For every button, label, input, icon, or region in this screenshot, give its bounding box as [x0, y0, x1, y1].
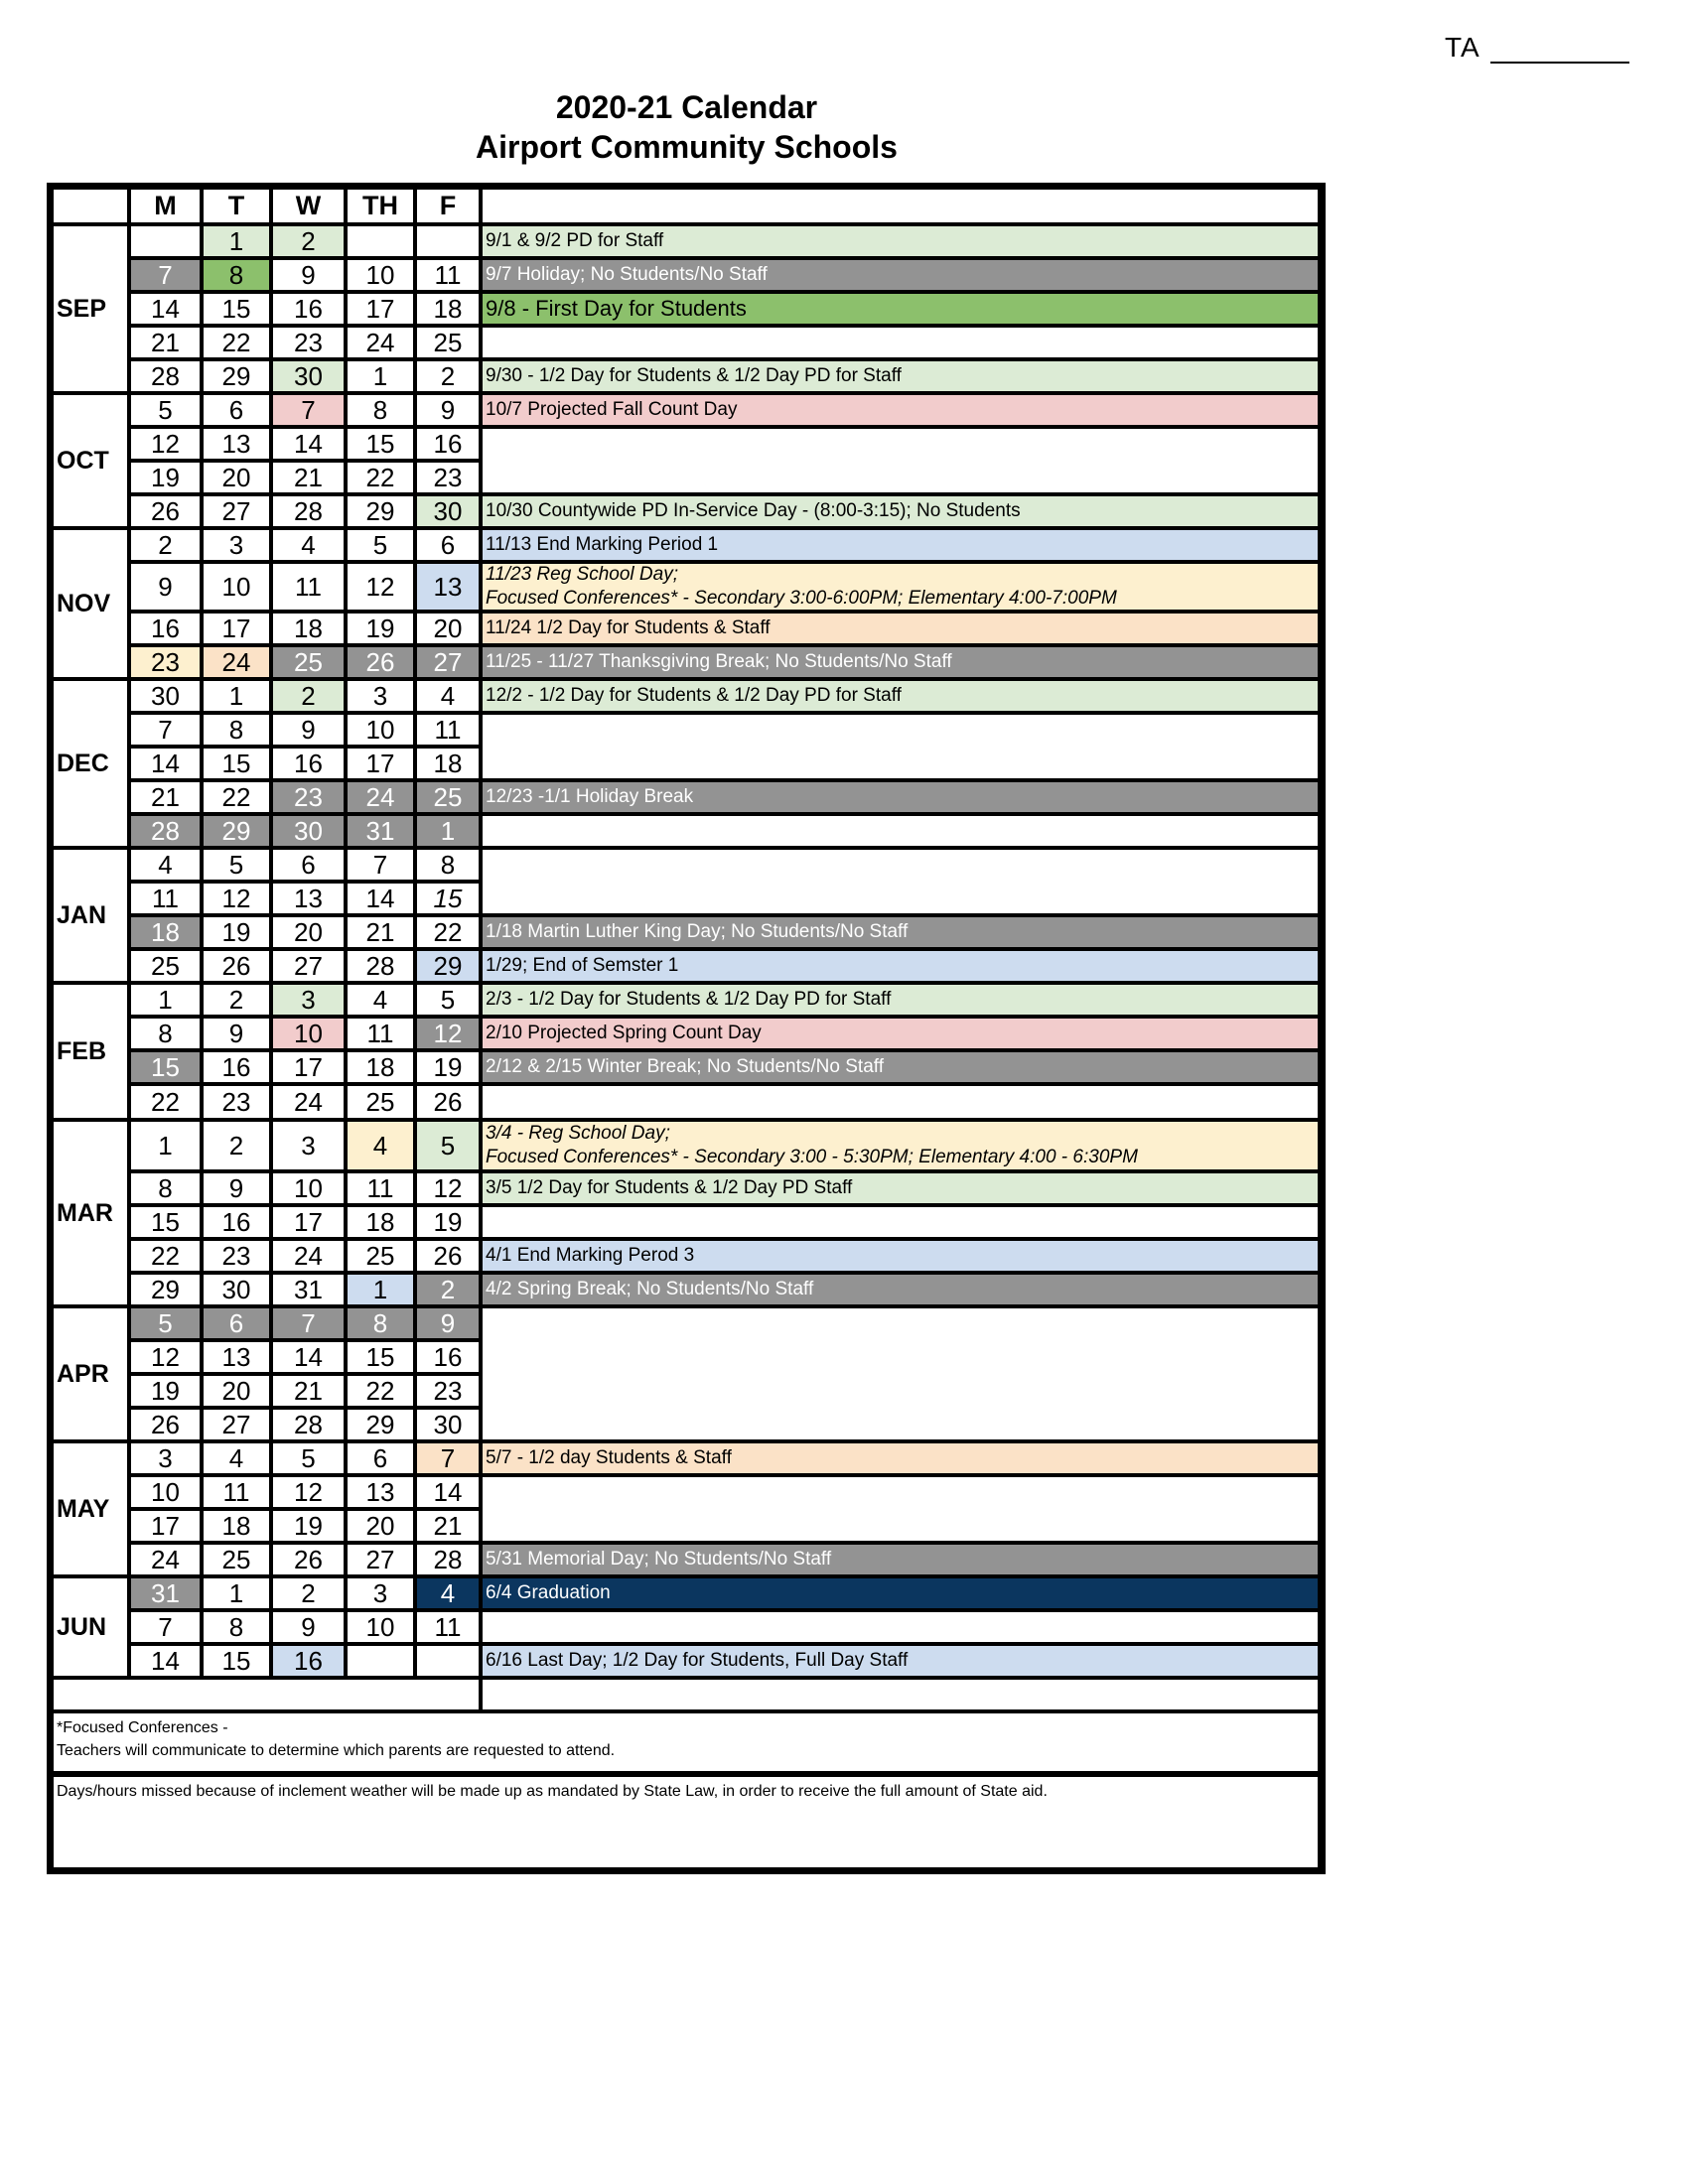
day-cell[interactable]: 21	[273, 1376, 344, 1406]
day-cell[interactable]: 3	[273, 1122, 344, 1169]
day-cell[interactable]: 28	[273, 496, 344, 526]
month-label-nov: NOV	[54, 530, 127, 677]
day-cell[interactable]: 16	[273, 294, 344, 324]
day-cell[interactable]: 15	[348, 1342, 413, 1372]
day-cell[interactable]: 30	[273, 816, 344, 846]
day-cell[interactable]: 10	[348, 260, 413, 290]
day-cell[interactable]: 23	[273, 328, 344, 357]
day-cell[interactable]: 27	[273, 951, 344, 981]
day-cell[interactable]: 6	[204, 395, 269, 425]
month-label-sep: SEP	[54, 226, 127, 391]
day-cell[interactable]: 28	[273, 1410, 344, 1439]
day-cell[interactable]: 23	[417, 1376, 479, 1406]
day-cell[interactable]: 16	[417, 1342, 479, 1372]
day-cell[interactable]: 21	[131, 328, 200, 357]
day-cell[interactable]: 8	[348, 1308, 413, 1338]
day-cell[interactable]: 30	[131, 681, 200, 711]
event-label: 11/25 - 11/27 Thanksgiving Break; No Students/No Staff	[483, 647, 1318, 677]
event-label: 6/4 Graduation	[483, 1578, 1318, 1608]
event-blank	[483, 429, 1318, 492]
day-cell[interactable]: 20	[417, 614, 479, 643]
day-cell[interactable]: 7	[273, 395, 344, 425]
day-cell[interactable]: 19	[204, 917, 269, 947]
day-cell[interactable]: 12	[417, 1173, 479, 1203]
day-cell[interactable]: 2	[204, 1122, 269, 1169]
day-cell[interactable]: 16	[131, 614, 200, 643]
day-cell[interactable]: 3	[273, 985, 344, 1015]
day-cell[interactable]: 1	[348, 1275, 413, 1304]
day-cell[interactable]: 4	[348, 985, 413, 1015]
day-cell[interactable]: 22	[131, 1086, 200, 1118]
day-cell[interactable]: 26	[204, 951, 269, 981]
day-cell[interactable]: 19	[131, 1376, 200, 1406]
day-cell[interactable]: 9	[204, 1019, 269, 1048]
day-cell[interactable]: 25	[348, 1241, 413, 1271]
day-cell[interactable]: 15	[204, 749, 269, 778]
event-label: 9/1 & 9/2 PD for Staff	[483, 226, 1318, 256]
day-cell[interactable]: 19	[417, 1207, 479, 1237]
day-cell[interactable]: 18	[417, 294, 479, 324]
day-cell[interactable]: 16	[417, 429, 479, 459]
day-cell[interactable]: 1	[204, 1578, 269, 1608]
day-cell[interactable]: 22	[348, 463, 413, 492]
day-cell[interactable]: 25	[131, 951, 200, 981]
event-text-line-2: Focused Conferences* - Secondary 3:00 - 5:30PM; Elementary 4:00 - 6:30PM	[486, 1147, 1138, 1167]
event-label	[483, 1122, 1318, 1169]
event-label: 4/2 Spring Break; No Students/No Staff	[483, 1275, 1318, 1304]
day-cell[interactable]: 8	[204, 1612, 269, 1642]
day-cell[interactable]: 10	[348, 1612, 413, 1642]
header-blank	[54, 190, 127, 222]
event-label: 1/18 Martin Luther King Day; No Students/No Staff	[483, 917, 1318, 947]
event-label: 5/31 Memorial Day; No Students/No Staff	[483, 1545, 1318, 1574]
day-cell[interactable]: 29	[204, 816, 269, 846]
day-cell[interactable]: 21	[348, 917, 413, 947]
day-cell[interactable]: 27	[204, 1410, 269, 1439]
day-cell[interactable]: 23	[417, 463, 479, 492]
day-cell[interactable]: 7	[348, 850, 413, 880]
day-cell[interactable]: 11	[417, 260, 479, 290]
day-cell[interactable]: 22	[204, 782, 269, 812]
day-cell[interactable]: 30	[417, 1410, 479, 1439]
day-cell[interactable]: 2	[417, 1275, 479, 1304]
day-cell[interactable]: 1	[131, 1122, 200, 1169]
day-cell[interactable]: 19	[273, 1511, 344, 1541]
day-cell[interactable]: 23	[204, 1241, 269, 1271]
event-label: 6/16 Last Day; 1/2 Day for Students, Full Day Staff	[483, 1646, 1318, 1676]
day-cell[interactable]: 5	[348, 530, 413, 560]
event-label: 9/8 - First Day for Students	[483, 294, 1318, 324]
day-cell[interactable]: 14	[131, 749, 200, 778]
day-cell[interactable]: 5	[417, 985, 479, 1015]
day-cell[interactable]: 5	[417, 1122, 479, 1169]
day-cell[interactable]: 6	[348, 1443, 413, 1473]
day-cell[interactable]: 25	[273, 647, 344, 677]
day-cell[interactable]: 23	[131, 647, 200, 677]
header-event-blank	[483, 190, 1318, 222]
day-cell[interactable]: 8	[131, 1019, 200, 1048]
day-cell[interactable]: 17	[204, 614, 269, 643]
day-cell[interactable]: 11	[204, 1477, 269, 1507]
event-label: 9/7 Holiday; No Students/No Staff	[483, 260, 1318, 290]
day-cell[interactable]: 18	[348, 1207, 413, 1237]
day-cell[interactable]: 17	[273, 1052, 344, 1082]
day-cell[interactable]: 15	[131, 1207, 200, 1237]
day-cell[interactable]: 11	[348, 1173, 413, 1203]
calendar-grid	[47, 183, 1326, 1874]
event-blank	[483, 1207, 1318, 1237]
day-cell[interactable]: 15	[348, 429, 413, 459]
day-cell[interactable]: 13	[204, 429, 269, 459]
day-header-f: F	[417, 190, 479, 222]
day-cell[interactable]: 4	[417, 1578, 479, 1608]
event-label	[483, 564, 1318, 610]
day-cell[interactable]: 7	[131, 1612, 200, 1642]
day-cell[interactable]: 20	[204, 463, 269, 492]
day-cell[interactable]: 3	[131, 1443, 200, 1473]
day-cell[interactable]: 11	[417, 1612, 479, 1642]
month-label-dec: DEC	[54, 681, 127, 846]
day-cell[interactable]: 9	[417, 1308, 479, 1338]
day-cell[interactable]: 17	[273, 1207, 344, 1237]
month-label-feb: FEB	[54, 985, 127, 1118]
day-cell[interactable]: 15	[131, 1052, 200, 1082]
day-cell[interactable]: 23	[273, 782, 344, 812]
day-cell[interactable]: 1	[348, 361, 413, 391]
day-header-w: W	[273, 190, 344, 222]
day-cell[interactable]: 13	[348, 1477, 413, 1507]
event-blank	[483, 1477, 1318, 1541]
event-label: 2/12 & 2/15 Winter Break; No Students/No Staff	[483, 1052, 1318, 1082]
day-cell[interactable]: 26	[131, 1410, 200, 1439]
day-cell[interactable]: 17	[348, 749, 413, 778]
month-label-jan: JAN	[54, 850, 127, 981]
calendar-title	[0, 87, 1373, 167]
day-cell[interactable]: 9	[273, 260, 344, 290]
ta-blank-line	[1490, 38, 1629, 64]
separator-blank-right	[483, 1680, 1318, 1709]
day-header-th: TH	[348, 190, 413, 222]
day-cell[interactable]: 9	[131, 564, 200, 610]
day-cell[interactable]: 3	[204, 530, 269, 560]
day-cell[interactable]: 17	[131, 1511, 200, 1541]
day-cell[interactable]: 2	[273, 226, 344, 256]
day-cell[interactable]: 13	[204, 1342, 269, 1372]
event-label: 11/24 1/2 Day for Students & Staff	[483, 614, 1318, 643]
day-cell[interactable]: 12	[131, 1342, 200, 1372]
day-cell[interactable]: 21	[273, 463, 344, 492]
day-cell[interactable]: 26	[273, 1545, 344, 1574]
day-cell[interactable]: 16	[204, 1052, 269, 1082]
day-cell[interactable]: 8	[131, 1173, 200, 1203]
day-cell[interactable]: 11	[417, 715, 479, 745]
day-cell[interactable]: 1	[131, 985, 200, 1015]
day-cell[interactable]: 22	[131, 1241, 200, 1271]
day-cell[interactable]: 11	[273, 564, 344, 610]
day-cell[interactable]: 5	[273, 1443, 344, 1473]
day-cell[interactable]: 14	[273, 429, 344, 459]
day-cell[interactable]: 31	[273, 1275, 344, 1304]
day-cell[interactable]: 29	[204, 361, 269, 391]
day-cell[interactable]: 16	[273, 1646, 344, 1676]
day-cell[interactable]: 10	[273, 1173, 344, 1203]
footnote-weather: Days/hours missed because of inclement weather will be made up as mandated by State Law, in order to receive the full amount of State aid.	[54, 1777, 1318, 1867]
day-cell[interactable]: 26	[348, 647, 413, 677]
day-cell[interactable]: 25	[204, 1545, 269, 1574]
day-cell[interactable]: 16	[273, 749, 344, 778]
month-label-may: MAY	[54, 1443, 127, 1574]
event-blank	[483, 715, 1318, 778]
day-cell[interactable]: 15	[204, 1646, 269, 1676]
event-label: 2/3 - 1/2 Day for Students & 1/2 Day PD for Staff	[483, 985, 1318, 1015]
day-cell[interactable]: 5	[204, 850, 269, 880]
day-cell[interactable]: 4	[348, 1122, 413, 1169]
day-cell[interactable]: 14	[131, 1646, 200, 1676]
day-cell[interactable]: 1	[204, 681, 269, 711]
day-cell[interactable]: 4	[273, 530, 344, 560]
month-label-apr: APR	[54, 1308, 127, 1439]
day-cell[interactable]: 19	[131, 463, 200, 492]
event-blank	[483, 850, 1318, 913]
event-label: 5/7 - 1/2 day Students & Staff	[483, 1443, 1318, 1473]
day-cell[interactable]: 12	[273, 1477, 344, 1507]
day-cell[interactable]: 18	[348, 1052, 413, 1082]
day-cell[interactable]: 20	[273, 917, 344, 947]
day-cell[interactable]: 9	[417, 395, 479, 425]
event-label: 12/23 -1/1 Holiday Break	[483, 782, 1318, 812]
day-cell[interactable]: 8	[204, 715, 269, 745]
month-label-jun: JUN	[54, 1578, 127, 1676]
day-cell[interactable]	[348, 226, 413, 256]
day-cell[interactable]: 20	[348, 1511, 413, 1541]
day-cell[interactable]: 6	[417, 530, 479, 560]
event-blank	[483, 1086, 1318, 1118]
day-cell[interactable]: 2	[273, 681, 344, 711]
day-cell[interactable]: 6	[273, 850, 344, 880]
day-cell[interactable]: 4	[131, 850, 200, 880]
day-cell[interactable]: 19	[417, 1052, 479, 1082]
day-cell[interactable]: 7	[131, 715, 200, 745]
day-cell[interactable]: 13	[417, 564, 479, 610]
month-label-mar: MAR	[54, 1122, 127, 1304]
title-line-1: 2020-21 Calendar	[555, 89, 818, 125]
day-cell[interactable]: 21	[417, 1511, 479, 1541]
day-cell[interactable]	[417, 226, 479, 256]
day-cell[interactable]: 14	[131, 294, 200, 324]
day-cell[interactable]: 30	[417, 496, 479, 526]
event-text-line-1: 11/23 Reg School Day;	[486, 564, 678, 585]
day-header-t: T	[204, 190, 269, 222]
day-cell[interactable]: 28	[348, 951, 413, 981]
day-cell[interactable]: 11	[131, 884, 200, 913]
day-cell[interactable]: 5	[131, 1308, 200, 1338]
day-cell[interactable]: 9	[204, 1173, 269, 1203]
day-cell[interactable]: 5	[131, 395, 200, 425]
event-label: 9/30 - 1/2 Day for Students & 1/2 Day PD for Staff	[483, 361, 1318, 391]
day-cell[interactable]: 29	[348, 1410, 413, 1439]
day-cell[interactable]: 27	[204, 496, 269, 526]
day-cell[interactable]: 18	[204, 1511, 269, 1541]
day-cell[interactable]: 24	[204, 647, 269, 677]
day-cell[interactable]: 4	[417, 681, 479, 711]
day-cell[interactable]: 2	[131, 530, 200, 560]
event-label: 1/29; End of Semster 1	[483, 951, 1318, 981]
day-cell[interactable]: 20	[204, 1376, 269, 1406]
day-cell[interactable]: 30	[273, 361, 344, 391]
day-cell[interactable]: 8	[204, 260, 269, 290]
day-cell[interactable]: 12	[417, 1019, 479, 1048]
day-cell[interactable]: 24	[348, 782, 413, 812]
event-blank	[483, 1308, 1318, 1439]
day-cell[interactable]: 6	[204, 1308, 269, 1338]
day-cell[interactable]: 10	[204, 564, 269, 610]
footnote-conferences	[54, 1713, 1318, 1771]
day-cell[interactable]: 12	[131, 429, 200, 459]
day-cell[interactable]: 25	[417, 782, 479, 812]
day-cell[interactable]: 15	[417, 884, 479, 913]
event-label: 4/1 End Marking Perod 3	[483, 1241, 1318, 1271]
day-cell[interactable]: 18	[131, 917, 200, 947]
day-cell[interactable]: 28	[417, 1545, 479, 1574]
day-cell[interactable]: 9	[273, 1612, 344, 1642]
day-cell[interactable]: 24	[348, 328, 413, 357]
day-cell[interactable]: 30	[204, 1275, 269, 1304]
event-label: 11/13 End Marking Period 1	[483, 530, 1318, 560]
day-cell[interactable]: 14	[348, 884, 413, 913]
day-cell[interactable]: 1	[417, 816, 479, 846]
day-cell[interactable]: 27	[348, 1545, 413, 1574]
day-cell[interactable]: 10	[131, 1477, 200, 1507]
day-cell[interactable]: 9	[273, 715, 344, 745]
day-cell[interactable]: 22	[348, 1376, 413, 1406]
day-cell[interactable]: 1	[204, 226, 269, 256]
day-cell[interactable]: 12	[204, 884, 269, 913]
day-cell[interactable]: 15	[204, 294, 269, 324]
event-text-line-1: 3/4 - Reg School Day;	[486, 1123, 670, 1144]
day-cell[interactable]: 31	[348, 816, 413, 846]
day-cell[interactable]: 3	[348, 681, 413, 711]
day-cell[interactable]: 3	[348, 1578, 413, 1608]
day-cell[interactable]: 2	[417, 361, 479, 391]
day-header-m: M	[131, 190, 200, 222]
event-blank	[483, 816, 1318, 846]
day-cell[interactable]: 18	[273, 614, 344, 643]
day-cell[interactable]: 28	[131, 816, 200, 846]
day-cell[interactable]: 4	[204, 1443, 269, 1473]
day-cell[interactable]: 14	[273, 1342, 344, 1372]
event-blank	[483, 328, 1318, 357]
day-cell[interactable]: 14	[417, 1477, 479, 1507]
event-blank	[483, 1612, 1318, 1642]
day-cell[interactable]: 25	[417, 328, 479, 357]
day-cell[interactable]: 29	[417, 951, 479, 981]
day-cell[interactable]: 2	[273, 1578, 344, 1608]
day-cell[interactable]: 8	[417, 850, 479, 880]
day-cell[interactable]: 26	[131, 496, 200, 526]
day-cell[interactable]	[348, 1646, 413, 1676]
day-cell[interactable]: 29	[348, 496, 413, 526]
day-cell[interactable]: 26	[417, 1086, 479, 1118]
day-cell[interactable]: 22	[204, 328, 269, 357]
day-cell[interactable]: 18	[417, 749, 479, 778]
event-label: 2/10 Projected Spring Count Day	[483, 1019, 1318, 1048]
title-line-2: Airport Community Schools	[476, 129, 898, 165]
day-cell[interactable]: 17	[348, 294, 413, 324]
day-cell[interactable]: 26	[417, 1241, 479, 1271]
day-cell[interactable]: 16	[204, 1207, 269, 1237]
day-cell[interactable]	[131, 226, 200, 256]
day-cell[interactable]: 25	[348, 1086, 413, 1118]
day-cell[interactable]: 10	[348, 715, 413, 745]
event-label: 3/5 1/2 Day for Students & 1/2 Day PD Staff	[483, 1173, 1318, 1203]
event-label: 10/30 Countywide PD In-Service Day - (8:00-3:15); No Students	[483, 496, 1318, 526]
day-cell[interactable]: 22	[417, 917, 479, 947]
day-cell[interactable]: 2	[204, 985, 269, 1015]
day-cell[interactable]: 21	[131, 782, 200, 812]
day-cell[interactable]: 24	[273, 1241, 344, 1271]
ta-label: TA	[1445, 32, 1629, 64]
day-cell[interactable]	[417, 1646, 479, 1676]
event-label: 12/2 - 1/2 Day for Students & 1/2 Day PD for Staff	[483, 681, 1318, 711]
day-cell[interactable]: 19	[348, 614, 413, 643]
day-cell[interactable]: 24	[131, 1545, 200, 1574]
day-cell[interactable]: 11	[348, 1019, 413, 1048]
event-text-line-2: Focused Conferences* - Secondary 3:00-6:00PM; Elementary 4:00-7:00PM	[486, 588, 1117, 609]
day-cell[interactable]: 7	[131, 260, 200, 290]
day-cell[interactable]: 24	[273, 1086, 344, 1118]
day-cell[interactable]: 7	[417, 1443, 479, 1473]
day-cell[interactable]: 23	[204, 1086, 269, 1118]
day-cell[interactable]: 10	[273, 1019, 344, 1048]
footnote-line-1: *Focused Conferences -	[57, 1719, 228, 1736]
day-cell[interactable]: 31	[131, 1578, 200, 1608]
day-cell[interactable]: 28	[131, 361, 200, 391]
month-label-oct: OCT	[54, 395, 127, 526]
day-cell[interactable]: 27	[417, 647, 479, 677]
day-cell[interactable]: 29	[131, 1275, 200, 1304]
event-label: 10/7 Projected Fall Count Day	[483, 395, 1318, 425]
day-cell[interactable]: 8	[348, 395, 413, 425]
day-cell[interactable]: 13	[273, 884, 344, 913]
day-cell[interactable]: 12	[348, 564, 413, 610]
footnote-line-2: Teachers will communicate to determine which parents are requested to attend.	[57, 1742, 616, 1759]
separator-blank-left	[54, 1680, 479, 1709]
day-cell[interactable]: 7	[273, 1308, 344, 1338]
